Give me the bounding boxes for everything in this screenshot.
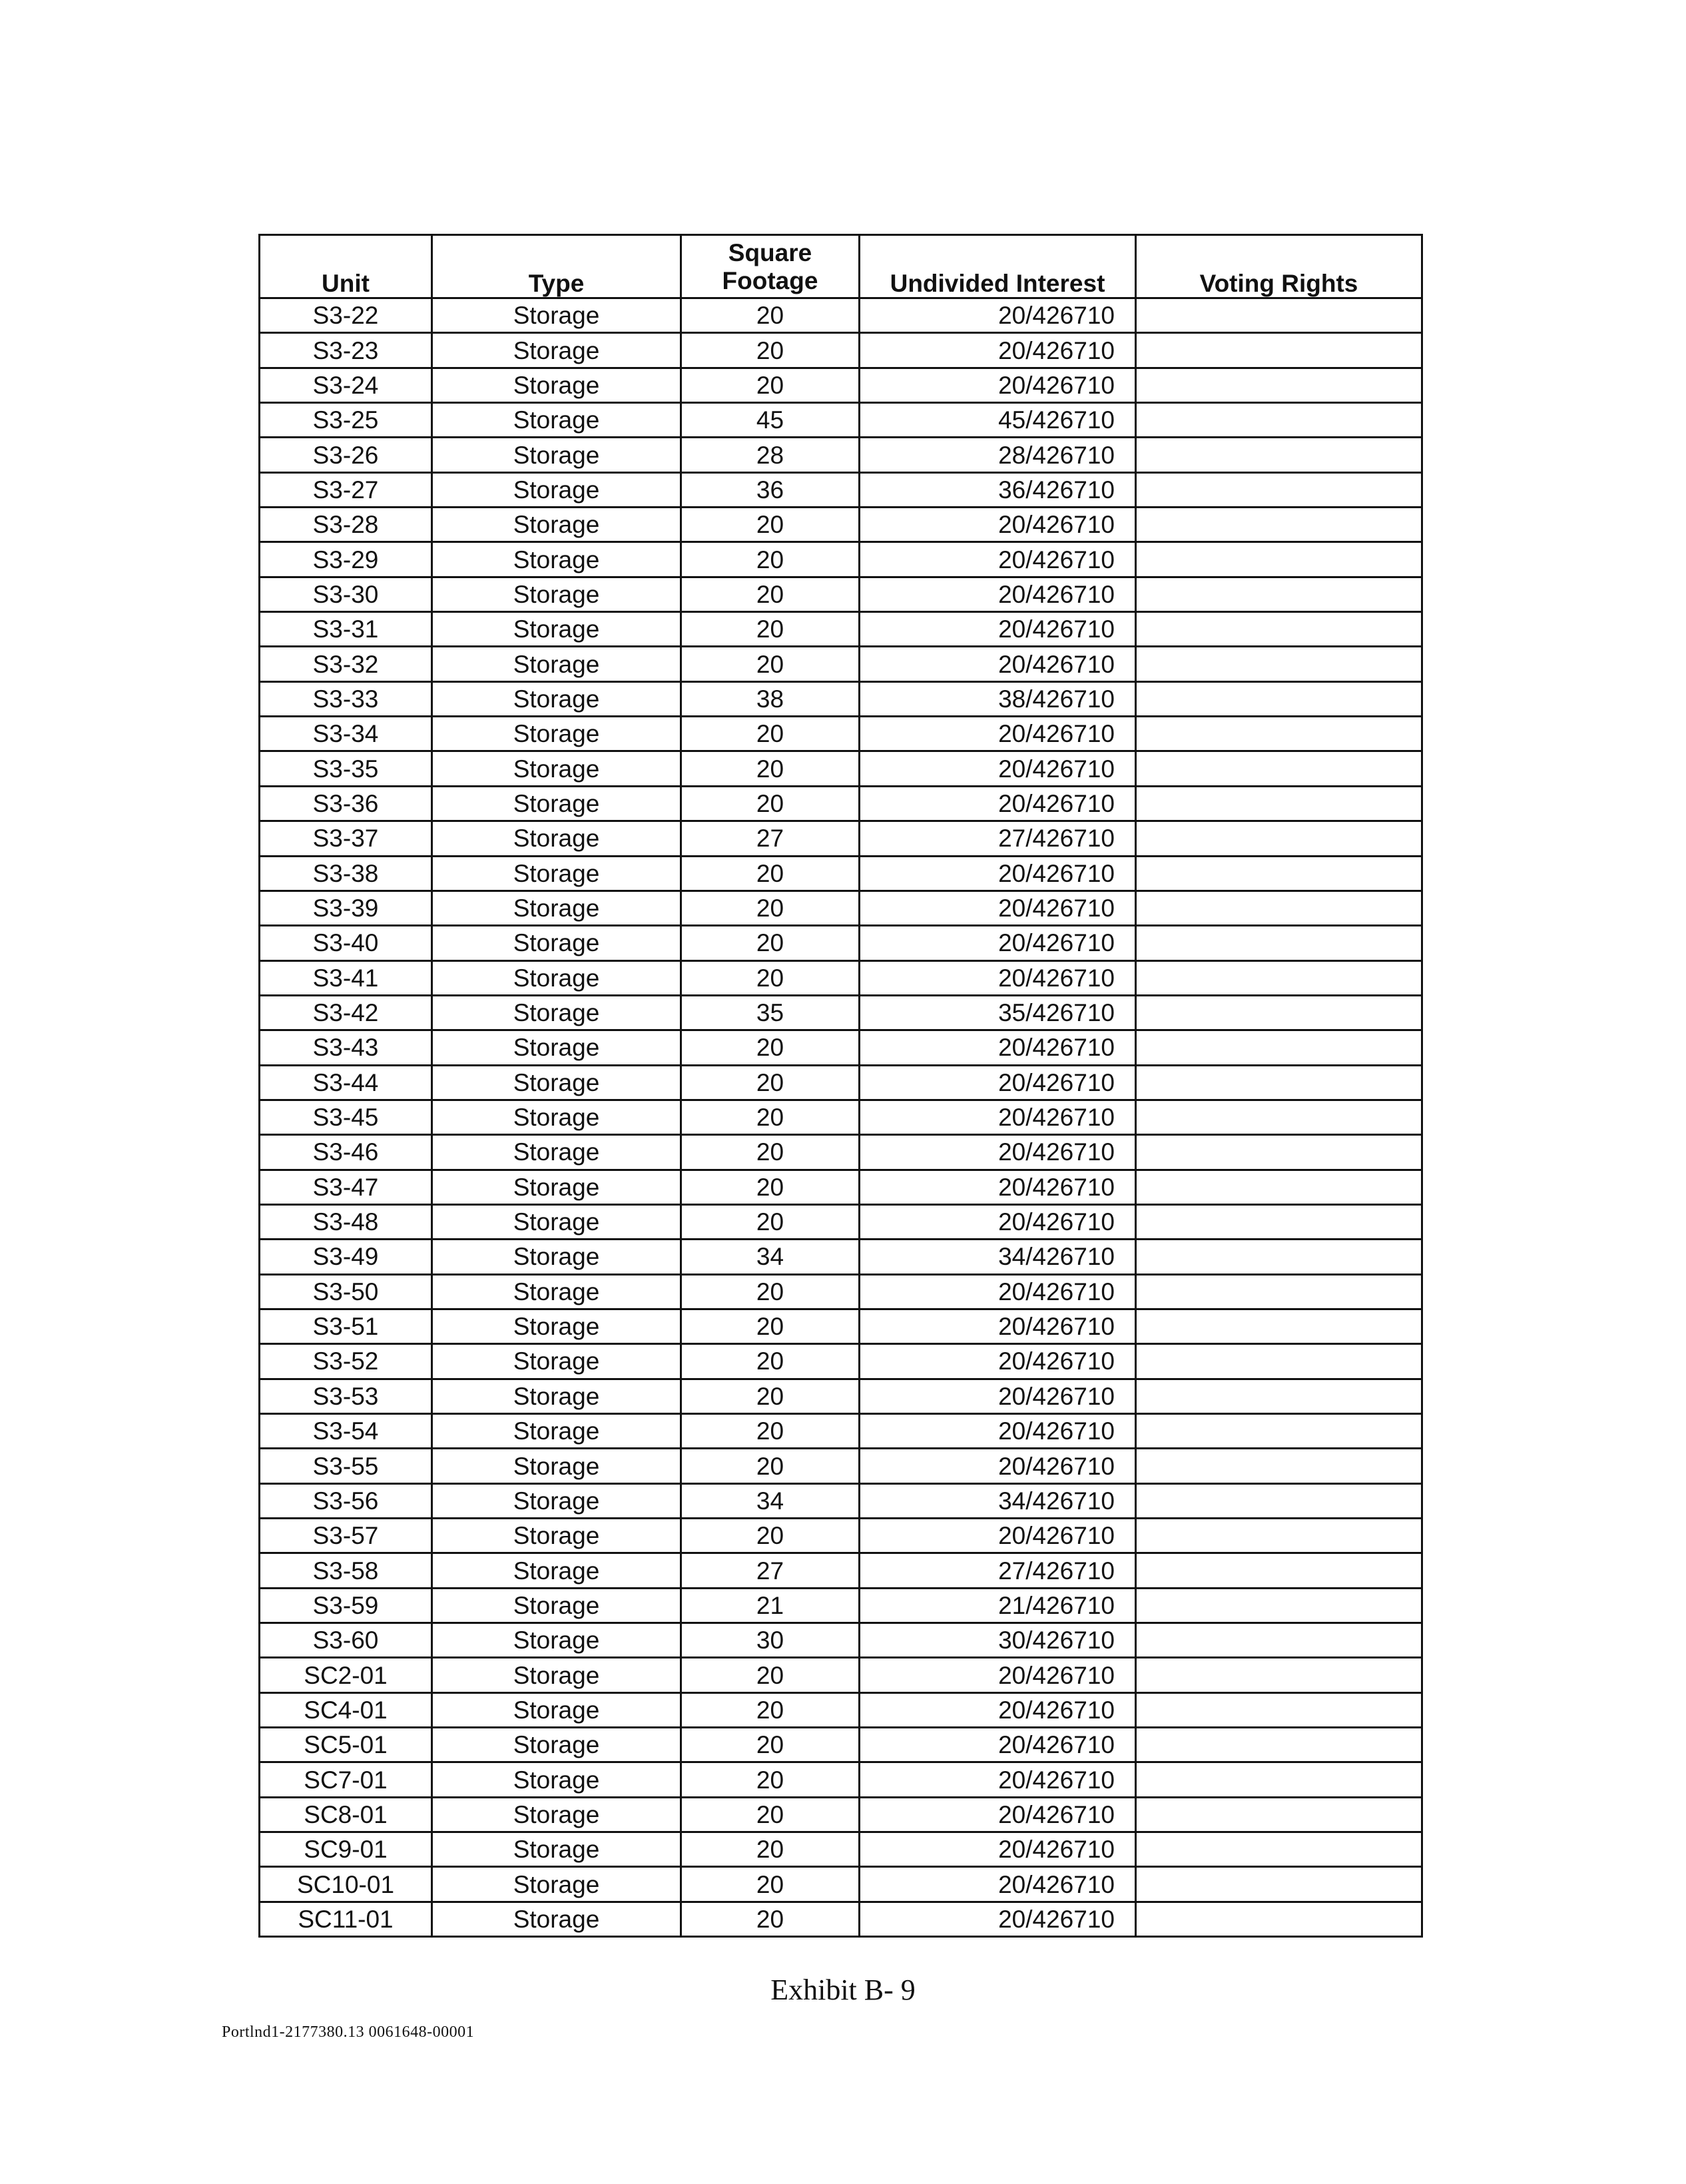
cell-unit: S3-43 [260,1030,432,1065]
cell-square-footage: 30 [681,1623,860,1658]
cell-undivided-interest: 20/426710 [860,1797,1136,1832]
cell-voting-rights [1136,717,1422,751]
cell-type: Storage [432,1204,681,1239]
cell-voting-rights [1136,577,1422,611]
cell-square-footage: 20 [681,1100,860,1134]
cell-voting-rights [1136,786,1422,821]
cell-undivided-interest: 20/426710 [860,960,1136,995]
cell-undivided-interest: 20/426710 [860,612,1136,647]
cell-type: Storage [432,1623,681,1658]
cell-undivided-interest: 20/426710 [860,717,1136,751]
cell-voting-rights [1136,1658,1422,1692]
cell-square-footage: 38 [681,681,860,716]
table-row [260,891,1422,925]
cell-undivided-interest: 20/426710 [860,1100,1136,1134]
cell-type: Storage [432,368,681,402]
cell-undivided-interest: 20/426710 [860,1658,1136,1692]
cell-type: Storage [432,856,681,891]
table-row [260,472,1422,507]
cell-square-footage: 34 [681,1240,860,1274]
cell-undivided-interest: 20/426710 [860,1170,1136,1204]
cell-voting-rights [1136,751,1422,786]
table-row [260,1170,1422,1204]
cell-unit: S3-35 [260,751,432,786]
cell-type: Storage [432,1902,681,1936]
cell-voting-rights [1136,472,1422,507]
cell-voting-rights [1136,1414,1422,1449]
cell-unit: S3-53 [260,1379,432,1413]
cell-voting-rights [1136,298,1422,333]
cell-square-footage: 28 [681,438,860,472]
cell-undivided-interest: 20/426710 [860,926,1136,960]
cell-square-footage: 20 [681,1797,860,1832]
cell-square-footage: 20 [681,1832,860,1867]
cell-square-footage: 20 [681,1170,860,1204]
cell-voting-rights [1136,542,1422,577]
table-row [260,1344,1422,1379]
cell-voting-rights [1136,1030,1422,1065]
cell-voting-rights [1136,1309,1422,1343]
cell-unit: S3-54 [260,1414,432,1449]
cell-square-footage: 20 [681,1274,860,1309]
cell-voting-rights [1136,368,1422,402]
cell-undivided-interest: 20/426710 [860,333,1136,368]
cell-voting-rights [1136,1379,1422,1413]
cell-type: Storage [432,472,681,507]
cell-square-footage: 20 [681,612,860,647]
cell-square-footage: 20 [681,1065,860,1100]
table-row [260,333,1422,368]
cell-voting-rights [1136,1867,1422,1902]
cell-type: Storage [432,1519,681,1553]
cell-square-footage: 20 [681,333,860,368]
cell-undivided-interest: 20/426710 [860,368,1136,402]
cell-undivided-interest: 27/426710 [860,1553,1136,1588]
cell-type: Storage [432,508,681,542]
cell-undivided-interest: 30/426710 [860,1623,1136,1658]
cell-unit: SC4-01 [260,1692,432,1727]
column-header-undivided-interest: Undivided Interest [860,235,1136,298]
square-footage-header-text: Square Footage [722,238,818,295]
table-row [260,1204,1422,1239]
cell-unit: S3-22 [260,298,432,333]
cell-square-footage: 20 [681,1135,860,1170]
cell-type: Storage [432,1588,681,1623]
cell-unit: S3-44 [260,1065,432,1100]
table-row [260,298,1422,333]
cell-undivided-interest: 34/426710 [860,1240,1136,1274]
cell-undivided-interest: 20/426710 [860,508,1136,542]
cell-type: Storage [432,960,681,995]
table-body [260,298,1422,1937]
column-header-square-footage [681,235,860,298]
cell-square-footage: 20 [681,1658,860,1692]
cell-voting-rights [1136,1728,1422,1762]
cell-unit: S3-23 [260,333,432,368]
table-header-row [260,235,1422,298]
table-row [260,1797,1422,1832]
cell-undivided-interest: 20/426710 [860,1832,1136,1867]
cell-voting-rights [1136,1797,1422,1832]
cell-undivided-interest: 20/426710 [860,577,1136,611]
cell-type: Storage [432,681,681,716]
cell-unit: S3-47 [260,1170,432,1204]
cell-voting-rights [1136,403,1422,438]
cell-type: Storage [432,995,681,1030]
cell-square-footage: 27 [681,1553,860,1588]
cell-voting-rights [1136,856,1422,891]
cell-type: Storage [432,1309,681,1343]
cell-undivided-interest: 45/426710 [860,403,1136,438]
cell-undivided-interest: 20/426710 [860,1309,1136,1343]
cell-unit: S3-59 [260,1588,432,1623]
cell-undivided-interest: 36/426710 [860,472,1136,507]
cell-square-footage: 20 [681,1762,860,1797]
table-row [260,1832,1422,1867]
table-row [260,1588,1422,1623]
cell-type: Storage [432,926,681,960]
cell-square-footage: 20 [681,786,860,821]
cell-unit: S3-29 [260,542,432,577]
cell-voting-rights [1136,1762,1422,1797]
table-row [260,1274,1422,1309]
cell-undivided-interest: 20/426710 [860,1030,1136,1065]
cell-voting-rights [1136,821,1422,856]
table-row [260,1135,1422,1170]
table-row [260,612,1422,647]
cell-undivided-interest: 35/426710 [860,995,1136,1030]
cell-unit: SC9-01 [260,1832,432,1867]
cell-unit: SC11-01 [260,1902,432,1936]
cell-undivided-interest: 20/426710 [860,786,1136,821]
table-row [260,926,1422,960]
cell-unit: S3-36 [260,786,432,821]
cell-type: Storage [432,1030,681,1065]
cell-voting-rights [1136,333,1422,368]
cell-type: Storage [432,1728,681,1762]
cell-type: Storage [432,1832,681,1867]
cell-unit: S3-41 [260,960,432,995]
cell-square-footage: 20 [681,1902,860,1936]
cell-voting-rights [1136,1344,1422,1379]
cell-unit: SC8-01 [260,1797,432,1832]
cell-undivided-interest: 27/426710 [860,821,1136,856]
cell-undivided-interest: 20/426710 [860,856,1136,891]
cell-undivided-interest: 20/426710 [860,298,1136,333]
cell-type: Storage [432,403,681,438]
table-row [260,368,1422,402]
cell-voting-rights [1136,681,1422,716]
table-row [260,1553,1422,1588]
cell-voting-rights [1136,891,1422,925]
cell-square-footage: 20 [681,1867,860,1902]
cell-unit: SC5-01 [260,1728,432,1762]
cell-type: Storage [432,1658,681,1692]
cell-unit: S3-32 [260,647,432,681]
cell-voting-rights [1136,926,1422,960]
cell-undivided-interest: 20/426710 [860,542,1136,577]
table-row [260,681,1422,716]
cell-type: Storage [432,786,681,821]
cell-square-footage: 20 [681,717,860,751]
cell-voting-rights [1136,1519,1422,1553]
cell-undivided-interest: 20/426710 [860,1728,1136,1762]
cell-voting-rights [1136,1135,1422,1170]
cell-unit: SC7-01 [260,1762,432,1797]
cell-undivided-interest: 20/426710 [860,1519,1136,1553]
cell-type: Storage [432,1867,681,1902]
cell-square-footage: 34 [681,1483,860,1518]
table-row [260,751,1422,786]
cell-voting-rights [1136,647,1422,681]
cell-unit: S3-30 [260,577,432,611]
cell-type: Storage [432,717,681,751]
table-row [260,1379,1422,1413]
cell-undivided-interest: 38/426710 [860,681,1136,716]
cell-voting-rights [1136,1240,1422,1274]
cell-square-footage: 20 [681,298,860,333]
cell-undivided-interest: 20/426710 [860,1902,1136,1936]
cell-type: Storage [432,1065,681,1100]
cell-voting-rights [1136,1692,1422,1727]
cell-voting-rights [1136,438,1422,472]
table-row [260,1483,1422,1518]
cell-square-footage: 20 [681,1309,860,1343]
cell-voting-rights [1136,1100,1422,1134]
cell-square-footage: 20 [681,960,860,995]
cell-voting-rights [1136,1553,1422,1588]
table-row [260,1240,1422,1274]
cell-undivided-interest: 34/426710 [860,1483,1136,1518]
cell-square-footage: 35 [681,995,860,1030]
cell-square-footage: 20 [681,1344,860,1379]
table-row [260,1519,1422,1553]
cell-voting-rights [1136,995,1422,1030]
cell-square-footage: 27 [681,821,860,856]
cell-square-footage: 20 [681,856,860,891]
cell-square-footage: 20 [681,1030,860,1065]
cell-undivided-interest: 20/426710 [860,1414,1136,1449]
cell-voting-rights [1136,612,1422,647]
cell-unit: S3-49 [260,1240,432,1274]
table-row [260,1728,1422,1762]
cell-undivided-interest: 20/426710 [860,1204,1136,1239]
table-row [260,1623,1422,1658]
cell-square-footage: 20 [681,1449,860,1483]
cell-unit: S3-52 [260,1344,432,1379]
cell-voting-rights [1136,1449,1422,1483]
cell-type: Storage [432,1692,681,1727]
cell-type: Storage [432,1344,681,1379]
cell-voting-rights [1136,1623,1422,1658]
table-row [260,1762,1422,1797]
cell-voting-rights [1136,1902,1422,1936]
cell-unit: S3-55 [260,1449,432,1483]
cell-voting-rights [1136,1065,1422,1100]
table-row [260,1065,1422,1100]
cell-square-footage: 20 [681,647,860,681]
cell-type: Storage [432,577,681,611]
table-row [260,508,1422,542]
cell-undivided-interest: 20/426710 [860,1692,1136,1727]
cell-square-footage: 36 [681,472,860,507]
cell-type: Storage [432,298,681,333]
cell-unit: S3-46 [260,1135,432,1170]
cell-voting-rights [1136,1832,1422,1867]
cell-square-footage: 20 [681,1204,860,1239]
column-header-voting-rights: Voting Rights [1136,235,1422,298]
cell-undivided-interest: 20/426710 [860,1449,1136,1483]
cell-square-footage: 20 [681,542,860,577]
document-id: Portlnd1-2177380.13 0061648-00001 [222,2023,475,2041]
cell-type: Storage [432,1483,681,1518]
table-row [260,577,1422,611]
cell-voting-rights [1136,508,1422,542]
table-row [260,1414,1422,1449]
cell-undivided-interest: 20/426710 [860,1135,1136,1170]
cell-type: Storage [432,612,681,647]
cell-type: Storage [432,1449,681,1483]
cell-unit: S3-34 [260,717,432,751]
table-row [260,1309,1422,1343]
cell-type: Storage [432,1414,681,1449]
cell-unit: S3-58 [260,1553,432,1588]
cell-square-footage: 20 [681,1379,860,1413]
table-row [260,1902,1422,1936]
table-row [260,1867,1422,1902]
cell-type: Storage [432,1379,681,1413]
cell-unit: S3-38 [260,856,432,891]
table-row [260,821,1422,856]
cell-square-footage: 20 [681,751,860,786]
table-row [260,1658,1422,1692]
cell-type: Storage [432,647,681,681]
cell-unit: S3-25 [260,403,432,438]
cell-voting-rights [1136,1274,1422,1309]
cell-type: Storage [432,1100,681,1134]
cell-square-footage: 20 [681,368,860,402]
cell-undivided-interest: 20/426710 [860,891,1136,925]
exhibit-label: Exhibit B- 9 [770,1974,916,2006]
cell-voting-rights [1136,1204,1422,1239]
cell-unit: S3-56 [260,1483,432,1518]
cell-square-footage: 20 [681,1414,860,1449]
cell-type: Storage [432,1797,681,1832]
cell-unit: S3-45 [260,1100,432,1134]
cell-unit: S3-27 [260,472,432,507]
table-row [260,995,1422,1030]
cell-type: Storage [432,1762,681,1797]
cell-unit: S3-51 [260,1309,432,1343]
table-row [260,786,1422,821]
cell-voting-rights [1136,960,1422,995]
cell-undivided-interest: 20/426710 [860,1344,1136,1379]
cell-unit: S3-60 [260,1623,432,1658]
table-row [260,542,1422,577]
table-row [260,717,1422,751]
table-row [260,1449,1422,1483]
cell-unit: SC10-01 [260,1867,432,1902]
cell-unit: S3-39 [260,891,432,925]
cell-type: Storage [432,1135,681,1170]
cell-voting-rights [1136,1588,1422,1623]
cell-type: Storage [432,438,681,472]
cell-undivided-interest: 28/426710 [860,438,1136,472]
table-row [260,403,1422,438]
cell-voting-rights [1136,1483,1422,1518]
cell-square-footage: 20 [681,926,860,960]
cell-square-footage: 20 [681,577,860,611]
cell-square-footage: 20 [681,891,860,925]
cell-type: Storage [432,821,681,856]
cell-type: Storage [432,1170,681,1204]
cell-unit: S3-57 [260,1519,432,1553]
cell-type: Storage [432,333,681,368]
cell-undivided-interest: 20/426710 [860,751,1136,786]
table-row [260,960,1422,995]
table-row [260,1100,1422,1134]
cell-voting-rights [1136,1170,1422,1204]
table-row [260,1692,1422,1727]
cell-unit: S3-42 [260,995,432,1030]
column-header-unit: Unit [260,235,432,298]
cell-unit: S3-50 [260,1274,432,1309]
cell-unit: S3-31 [260,612,432,647]
cell-square-footage: 21 [681,1588,860,1623]
cell-square-footage: 20 [681,508,860,542]
units-table [258,234,1423,1938]
cell-undivided-interest: 20/426710 [860,647,1136,681]
cell-undivided-interest: 20/426710 [860,1065,1136,1100]
cell-square-footage: 20 [681,1728,860,1762]
table-row [260,438,1422,472]
cell-type: Storage [432,1274,681,1309]
cell-unit: S3-24 [260,368,432,402]
cell-undivided-interest: 20/426710 [860,1867,1136,1902]
table-row [260,647,1422,681]
cell-unit: S3-48 [260,1204,432,1239]
cell-undivided-interest: 20/426710 [860,1762,1136,1797]
cell-type: Storage [432,542,681,577]
cell-unit: S3-28 [260,508,432,542]
cell-unit: S3-40 [260,926,432,960]
cell-type: Storage [432,891,681,925]
cell-undivided-interest: 21/426710 [860,1588,1136,1623]
column-header-type: Type [432,235,681,298]
cell-unit: S3-26 [260,438,432,472]
cell-square-footage: 45 [681,403,860,438]
cell-square-footage: 20 [681,1692,860,1727]
table-row [260,856,1422,891]
cell-unit: SC2-01 [260,1658,432,1692]
cell-undivided-interest: 20/426710 [860,1379,1136,1413]
cell-unit: S3-37 [260,821,432,856]
table-row [260,1030,1422,1065]
cell-type: Storage [432,1240,681,1274]
cell-unit: S3-33 [260,681,432,716]
cell-square-footage: 20 [681,1519,860,1553]
cell-type: Storage [432,751,681,786]
cell-undivided-interest: 20/426710 [860,1274,1136,1309]
cell-type: Storage [432,1553,681,1588]
